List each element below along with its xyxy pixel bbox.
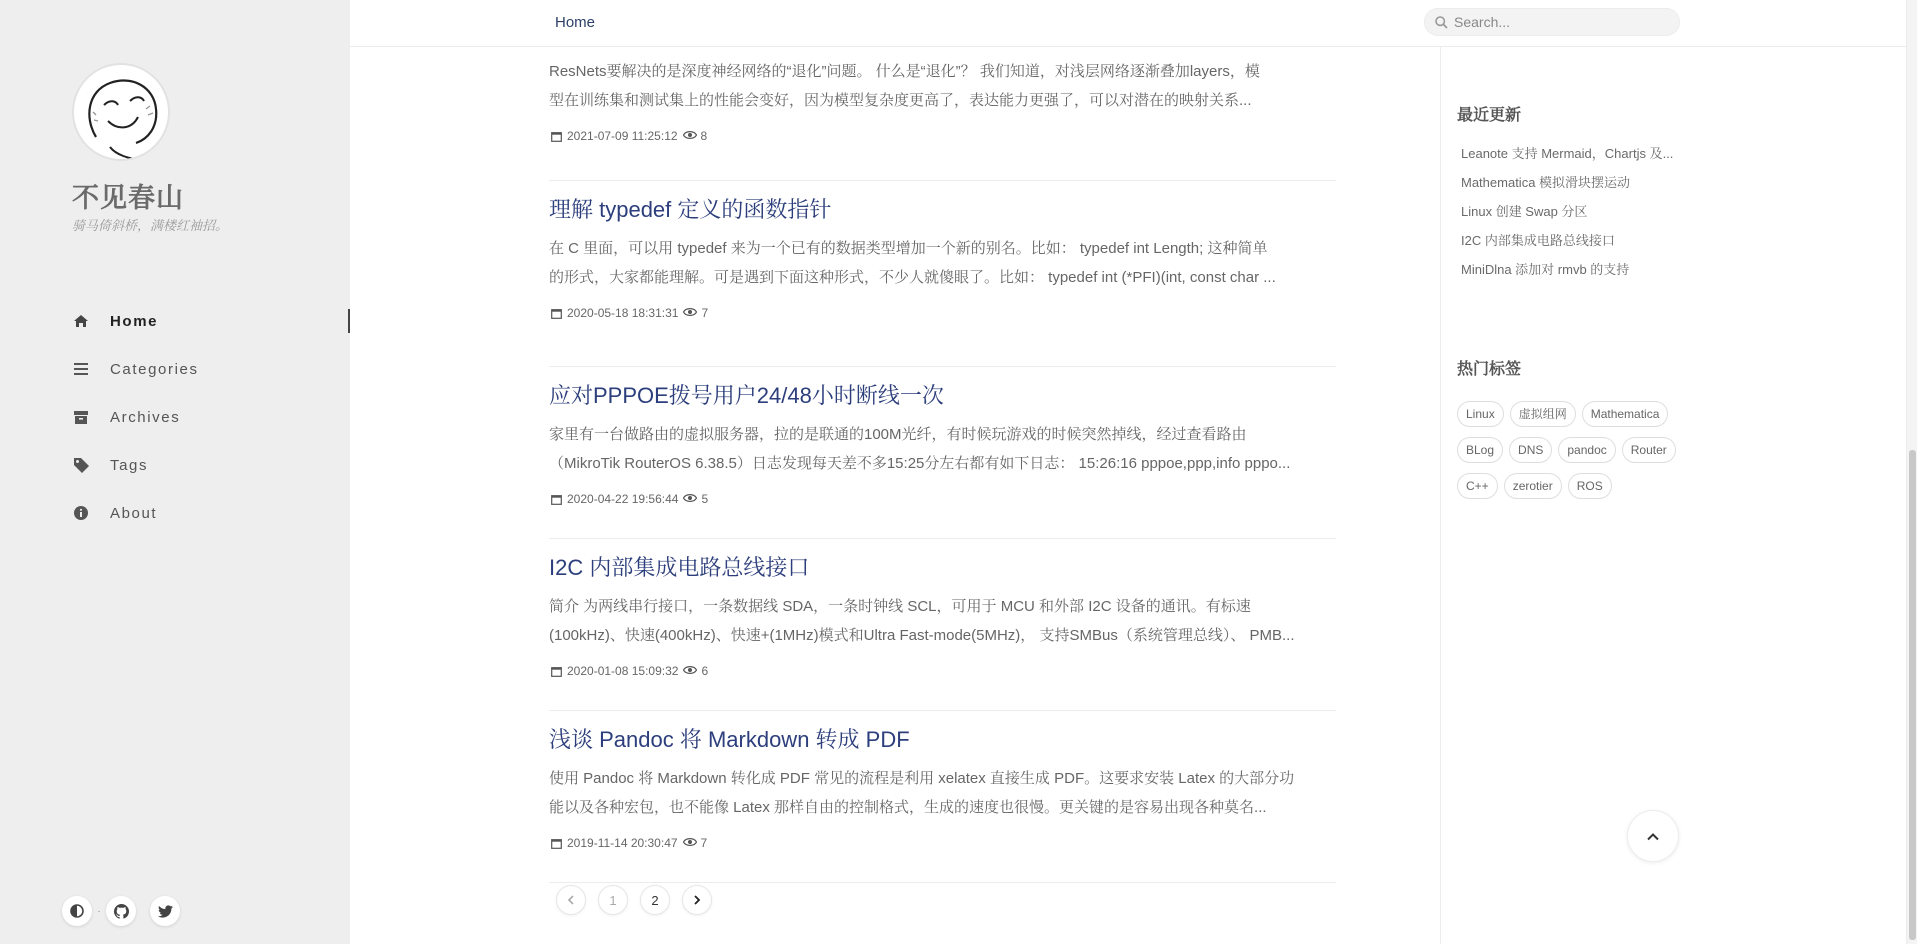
site-title[interactable]: 不见春山 xyxy=(72,183,184,214)
post-views: 5 xyxy=(701,492,709,506)
post-views: 6 xyxy=(701,664,709,678)
tag-cloud xyxy=(1457,401,1687,509)
post-item xyxy=(549,57,1336,181)
nav-item-archives[interactable] xyxy=(72,393,350,441)
top-bar xyxy=(350,0,1917,47)
post-meta xyxy=(549,835,1336,851)
nav-label: Tags xyxy=(110,456,149,474)
theme-toggle-icon[interactable] xyxy=(62,896,92,926)
post-views: 8 xyxy=(700,129,708,143)
home-icon xyxy=(72,313,90,329)
post-title[interactable]: 应对PPPOE拨号用户24/48小时断线一次 xyxy=(549,383,944,408)
main-nav xyxy=(72,297,350,537)
scroll-to-top-button[interactable] xyxy=(1627,810,1679,862)
nav-label: About xyxy=(110,504,158,522)
post-date: 2020-04-22 19:56:44 xyxy=(567,492,679,506)
nav-item-categories[interactable] xyxy=(72,345,350,393)
tag-chip[interactable]: zerotier xyxy=(1504,473,1562,499)
list-icon xyxy=(72,361,90,377)
tag-chip[interactable]: BLog xyxy=(1457,437,1503,463)
post-item xyxy=(549,539,1336,711)
prev-page-button[interactable] xyxy=(556,885,586,915)
github-icon[interactable] xyxy=(106,896,136,926)
nav-label: Archives xyxy=(110,408,181,426)
calendar-icon xyxy=(551,131,562,142)
post-title[interactable]: I2C 内部集成电路总线接口 xyxy=(549,555,810,580)
tag-chip[interactable]: Linux xyxy=(1457,401,1504,427)
eye-icon xyxy=(683,492,697,506)
recent-item[interactable]: Mathematica 模拟滑块摆运动 xyxy=(1461,175,1631,190)
tag-chip[interactable]: 虚拟组网 xyxy=(1510,401,1576,427)
nav-item-home[interactable] xyxy=(72,297,350,345)
post-excerpt: 使用 Pandoc 将 Markdown 转化成 PDF 常见的流程是利用 xelatex 直接生成 PDF。这要求安装 Latex 的大部分功 能以及各种宏包，也不能像 Latex 那样自由的控制格式，生成的速度也很慢。更关键的是容易出现各种莫名... xyxy=(549,770,1295,816)
post-item xyxy=(549,195,1336,367)
post-title[interactable]: 浅谈 Pandoc 将 Markdown 转成 PDF xyxy=(549,727,910,752)
calendar-icon xyxy=(551,838,562,849)
info-icon xyxy=(72,505,90,521)
chevron-up-icon xyxy=(1646,832,1660,841)
right-sidebar xyxy=(1440,47,1760,944)
search-icon xyxy=(1435,16,1448,29)
scrollbar-track[interactable] xyxy=(1906,0,1917,944)
tag-chip[interactable]: Mathematica xyxy=(1582,401,1669,427)
chevron-left-icon xyxy=(567,895,575,905)
avatar-face-icon xyxy=(74,65,170,161)
tag-icon xyxy=(72,457,90,473)
tag-chip[interactable]: Router xyxy=(1622,437,1676,463)
recent-item[interactable]: Linux 创建 Swap 分区 xyxy=(1461,204,1588,219)
recent-item[interactable]: Leanote 支持 Mermaid，Chartjs 及... xyxy=(1461,146,1674,161)
eye-icon xyxy=(683,306,697,320)
recent-item[interactable]: MiniDlna 添加对 rmvb 的支持 xyxy=(1461,262,1630,277)
post-item xyxy=(549,367,1336,539)
top-home-link[interactable]: Home xyxy=(555,14,596,31)
recent-item[interactable]: I2C 内部集成电路总线接口 xyxy=(1461,233,1615,248)
social-links xyxy=(62,896,180,926)
page-1-button[interactable]: 1 xyxy=(598,885,628,915)
recent-updates-list xyxy=(1461,139,1697,284)
post-item xyxy=(549,711,1336,883)
nav-label: Categories xyxy=(110,360,199,378)
chevron-right-icon xyxy=(693,895,701,905)
eye-icon xyxy=(683,129,697,143)
post-date: 2021-07-09 11:25:12 xyxy=(567,129,678,143)
post-meta xyxy=(549,128,1336,144)
recent-updates-title: 最近更新 xyxy=(1457,107,1522,124)
site-subtitle: 骑马倚斜桥，满楼红袖招。 xyxy=(72,219,229,234)
page-2-button[interactable]: 2 xyxy=(640,885,670,915)
post-excerpt: 在 C 里面，可以用 typedef 来为一个已有的数据类型增加一个新的别名。比如： typedef int Length; 这种简单 的形式，大家都能理解。可是遇到下面这种形式，不少人就傻眼了。比如： typedef int (*PFI)(int, const char ... xyxy=(549,240,1276,286)
next-page-button[interactable] xyxy=(682,885,712,915)
archive-icon xyxy=(72,409,90,425)
eye-icon xyxy=(683,836,697,850)
post-meta xyxy=(549,663,1336,679)
post-excerpt: 家里有一台做路由的虚拟服务器，拉的是联通的100M光纤，有时候玩游戏的时候突然掉线，经过查看路由 （MikroTik RouterOS 6.38.5）日志发现每天差不多15:25分左右都有如下日志： 15:26:16 pppoe,ppp,info pppo... xyxy=(549,426,1291,472)
tag-chip[interactable]: pandoc xyxy=(1558,437,1615,463)
calendar-icon xyxy=(551,666,562,677)
post-meta xyxy=(549,305,1336,321)
avatar[interactable] xyxy=(72,63,170,161)
post-meta xyxy=(549,491,1336,507)
post-excerpt: ResNets要解决的是深度神经网络的“退化”问题。 什么是“退化”？ 我们知道，对浅层网络逐渐叠加layers，模 型在训练集和测试集上的性能会变好，因为模型复杂度更高了，表达能力更强了，可以对潜在的映射关系... xyxy=(549,63,1260,109)
eye-icon xyxy=(683,664,697,678)
social-separator: · xyxy=(97,905,101,917)
nav-label: Home xyxy=(110,312,159,330)
post-excerpt: 简介 为两线串行接口，一条数据线 SDA，一条时钟线 SCL，可用于 MCU 和外部 I2C 设备的通讯。有标速 (100kHz)、快速(400kHz)、快速+(1MHz)模式和Ultra Fast-mode(5MHz)， 支持SMBus（系统管理总线）、 PMB... xyxy=(549,598,1295,644)
search-box[interactable] xyxy=(1424,8,1680,36)
scrollbar-thumb[interactable] xyxy=(1909,450,1916,940)
pagination xyxy=(556,885,724,915)
post-date: 2020-05-18 18:31:31 xyxy=(567,306,679,320)
nav-item-tags[interactable] xyxy=(72,441,350,489)
nav-item-about[interactable] xyxy=(72,489,350,537)
post-date: 2020-01-08 15:09:32 xyxy=(567,664,679,678)
post-views: 7 xyxy=(700,836,708,850)
search-input[interactable] xyxy=(1454,14,1674,30)
hot-tags-title: 热门标签 xyxy=(1457,361,1522,378)
tag-chip[interactable]: C++ xyxy=(1457,473,1498,499)
twitter-icon[interactable] xyxy=(150,896,180,926)
post-date: 2019-11-14 20:30:47 xyxy=(567,836,678,850)
left-sidebar xyxy=(0,0,350,944)
post-title[interactable]: 理解 typedef 定义的函数指针 xyxy=(549,197,832,222)
post-views: 7 xyxy=(701,306,709,320)
calendar-icon xyxy=(551,308,562,319)
tag-chip[interactable]: ROS xyxy=(1568,473,1612,499)
tag-chip[interactable]: DNS xyxy=(1509,437,1552,463)
calendar-icon xyxy=(551,494,562,505)
